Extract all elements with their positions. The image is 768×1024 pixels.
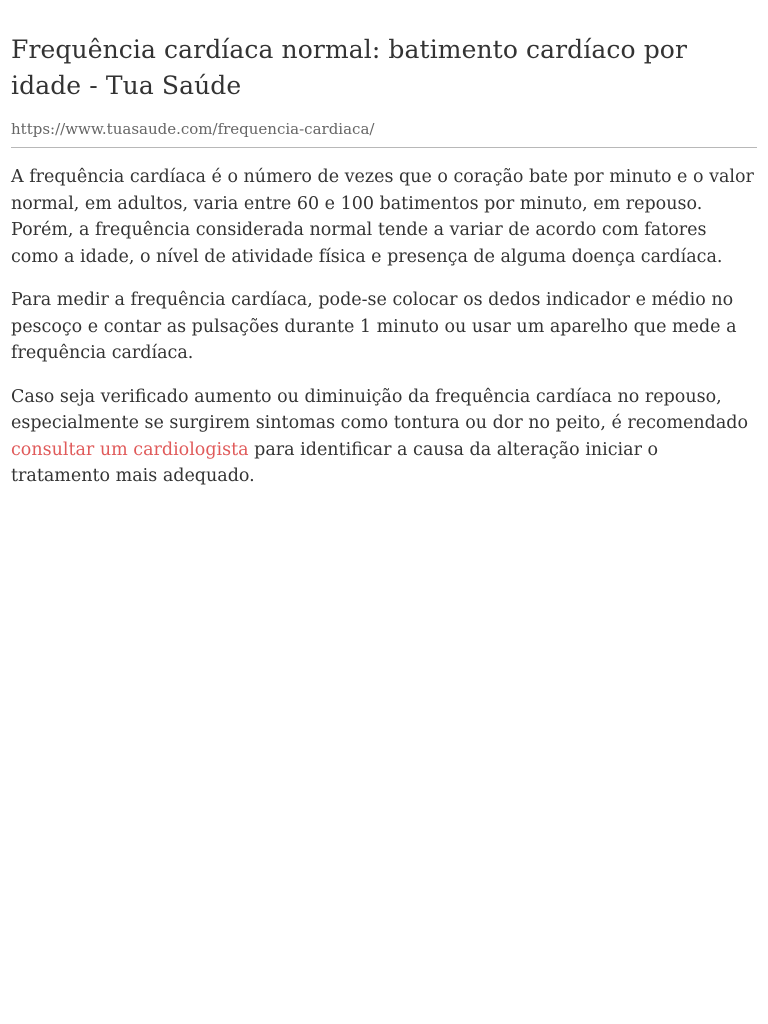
header-divider	[11, 147, 757, 148]
paragraph-measurement: Para medir a frequência cardíaca, pode-se colocar os dedos indicador e médio no pescoço e contar as pulsações durante 1 minuto ou usar um aparelho que mede a frequência cardíaca.	[11, 290, 737, 363]
source-url-link[interactable]: https://www.tuasaude.com/frequencia-cardiaca/	[11, 120, 375, 138]
paragraph-recommendation-text-end: para identificar a causa da alteração iniciar o tratamento mais adequado.	[11, 439, 659, 486]
paragraph-recommendation	[11, 384, 757, 490]
article-body	[11, 164, 757, 490]
page-title: Frequência cardíaca normal: batimento cardíaco por idade - Tua Saúde	[11, 35, 687, 100]
paragraph-recommendation-text-start: Caso seja verificado aumento ou diminuição da frequência cardíaca no repouso, especialmente se surgirem sintomas como tontura ou dor no peito, é recomendado	[11, 386, 749, 433]
paragraph-intro: A frequência cardíaca é o número de vezes que o coração bate por minuto e o valor normal, em adultos, varia entre 60 e 100 batimentos por minuto, em repouso. Porém, a frequência considerada normal tende a variar de acordo com fatores como a idade, o nível de atividade física e presença de alguma doença cardíaca.	[11, 167, 754, 267]
cardiologist-link[interactable]: consultar um cardiologista	[11, 439, 249, 460]
